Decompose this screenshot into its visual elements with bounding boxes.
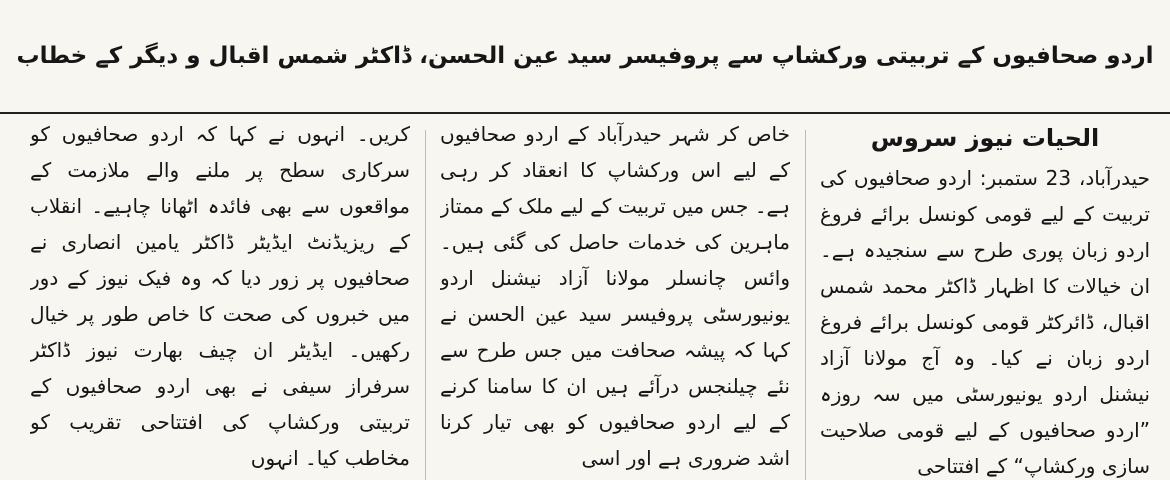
column-1-text: حیدرآباد، 23 ستمبر: اردو صحافیوں کی تربیت کے لیے قومی کونسل برائے فروغ اردو زبان پوری طرح سے سنجیدہ ہے۔ ان خیالات کا اظہار ڈاکٹر محمد شمس اقبال، ڈائرکٹر قومی کونسل برائے فروغ اردو زبان نے کیا۔ وہ آج مولانا آزاد نیشنل اردو یونیورسٹی میں سہ روزہ ”اردو صحافیوں کے لیے قومی صلاحیت سازی ورکشاپ“ کے افتتاحی xyxy=(820,166,1150,478)
column-divider xyxy=(805,130,806,480)
article-column-1 xyxy=(820,116,1150,480)
adjacent-column-edge xyxy=(1158,116,1170,480)
column-3-text: کریں۔ انہوں نے کہا کہ اردو صحافیوں کو سرکاری سطح پر ملنے والے ملازمت کے مواقعوں سے بھی فائدہ اٹھانا چاہیے۔ انقلاب کے ریزیڈنٹ ایڈیٹر ڈاکٹر یامین انصاری نے صحافیوں پر زور دیا کہ وہ فیک نیوز کے دور میں خبروں کی صحت کا خاص طور پر خیال رکھیں۔ ایڈیٹر ان چیف بھارت نیوز ڈاکٹر سرفراز سیفی نے بھی اردو صحافیوں کے تربیتی ورکشاپ کی افتتاحی تقریب کو مخاطب کیا۔ انہوں xyxy=(30,122,410,470)
column-2-text: خاص کر شہر حیدرآباد کے اردو صحافیوں کے لیے اس ورکشاپ کا انعقاد کر رہی ہے۔ جس میں تربیت کے لیے ملک کے ممتاز ماہرین کی خدمات حاصل کی گئی ہیں۔ وائس چانسلر مولانا آزاد نیشنل اردو یونیورسٹی پروفیسر سید عین الحسن نے کہا کہ پیشہ صحافت میں جس طرح سے نئے چیلنجس درآئے ہیں ان کا سامنا کرنے کے لیے اردو صحافیوں کو بھی تیار کرنا اشد ضروری ہے اور اسی xyxy=(440,122,790,470)
article-column-3 xyxy=(30,116,410,480)
byline: الحیات نیوز سروس xyxy=(870,124,1100,152)
headline: اردو صحافیوں کے تربیتی ورکشاپ سے پروفیسر سید عین الحسن، ڈاکٹر شمس اقبال و دیگر کے خطاب xyxy=(16,43,1154,69)
article-column-2 xyxy=(440,116,790,480)
headline-rule xyxy=(0,112,1170,114)
column-divider xyxy=(425,130,426,480)
adjacent-column-edge xyxy=(0,116,14,480)
